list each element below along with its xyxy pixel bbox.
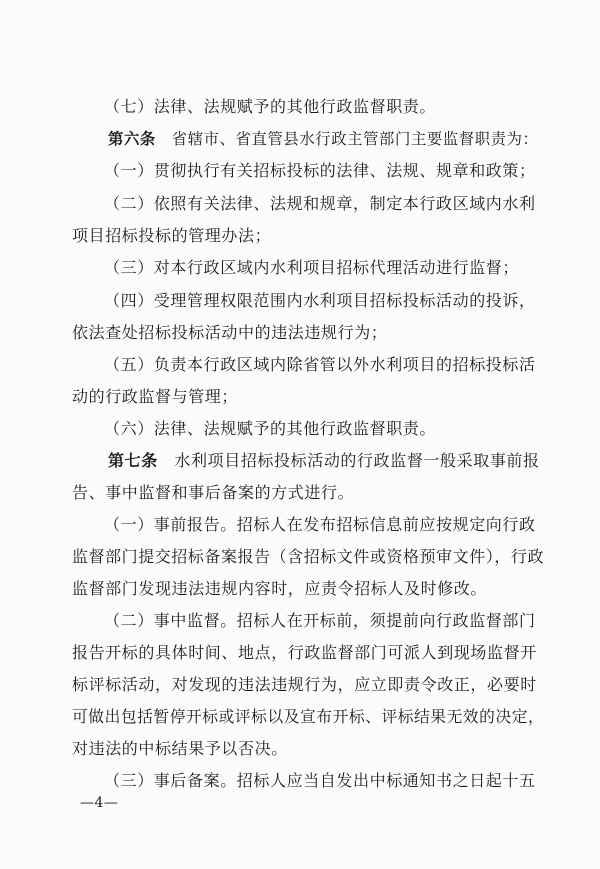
article-heading: 第六条 [108,130,156,148]
line-text: 水利项目招标投标活动的行政监督一般采取事前报 [157,451,540,470]
paragraph-line [104,257,544,279]
paragraph-line [104,160,544,182]
line-text: 项目招标投标的管理办法； [72,226,272,245]
line-text: （一）事前报告。招标人在发布招标信息前应按规定向行政 [104,515,536,534]
paragraph-line [72,386,512,408]
line-text: 动的行政监督与管理； [72,387,239,406]
paragraph-line [72,706,544,728]
paragraph-line [104,610,544,632]
line-text: （一）贯彻执行有关招标投标的法律、法规、规章和政策； [104,161,536,180]
line-text: 对违法的中标结果予以否决。 [72,739,288,758]
paragraph-line [104,290,544,312]
line-text: （二）依照有关法律、法规和规章，制定本行政区域内水利 [104,194,536,213]
paragraph-line [72,642,544,664]
line-text: （四）受理管理权限范围内水利项目招标投标活动的投诉， [104,291,536,310]
paragraph-line [72,482,512,504]
article-line [108,450,548,472]
paragraph-line [72,546,544,568]
paragraph-line [72,225,512,247]
line-text: 省辖市、省直管县水行政主管部门主要监督职责为： [155,130,539,148]
line-text: 监督部门发现违法违规内容时，应责令招标人及时修改。 [72,579,488,598]
line-text: 告、事中监督和事后备案的方式进行。 [72,483,355,502]
article-line [108,128,538,150]
line-text: （二）事中监督。招标人在开标前，须提前向行政监督部门 [104,611,536,630]
line-text: 标评标活动，对发现的违法违规行为，应立即责令改正，必要时 [72,675,537,694]
paragraph-line [104,354,544,376]
paragraph-line [104,514,544,536]
paragraph-line [72,578,544,600]
line-text: （三）对本行政区域内水利项目招标代理活动进行监督； [104,258,520,277]
paragraph-line [72,674,544,696]
line-text: 依法查处招标投标活动中的违法违规行为； [72,323,388,342]
paragraph-line [104,96,534,118]
paragraph-line [104,193,544,215]
line-text: 报告开标的具体时间、地点，行政监督部门可派人到现场监督开 [72,643,537,662]
paragraph-line [72,322,512,344]
paragraph-line [72,738,544,760]
line-text: （三）事后备案。招标人应当自发出中标通知书之日起十五 [104,771,536,790]
line-text: （七）法律、法规赋予的其他行政监督职责。 [104,97,437,116]
line-text: （五）负责本行政区域内除省管以外水利项目的招标投标活 [104,355,536,374]
article-heading: 第七条 [108,451,158,470]
line-text: 可做出包括暂停开标或评标以及宣布开标、评标结果无效的决定， [72,707,545,726]
line-text: （六）法律、法规赋予的其他行政监督职责。 [104,419,437,438]
page-number: —4— [80,795,119,811]
paragraph-line [104,770,544,792]
line-text: 监督部门提交招标备案报告（含招标文件或资格预审文件），行政 [72,547,545,566]
paragraph-line [104,418,544,440]
